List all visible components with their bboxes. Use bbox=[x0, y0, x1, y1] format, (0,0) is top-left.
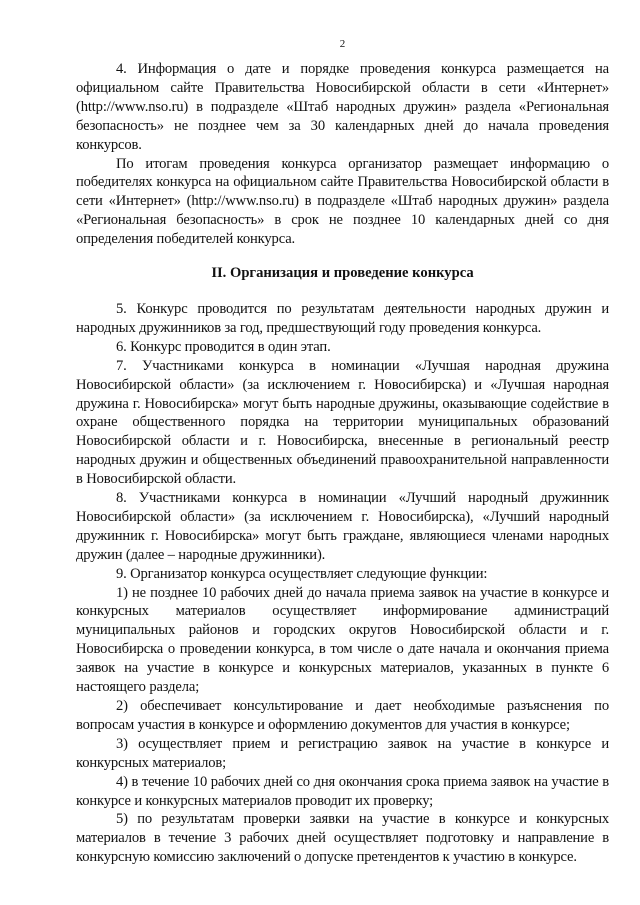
paragraph-subitem-5: 5) по результатам проверки заявки на участие в конкурсе и конкурсных материалов в течение 3 рабочих дней осуществляет подготовку и направление в конкурсную комиссию заключений о допуске претендентов к участию в конкурсе. bbox=[76, 811, 609, 866]
paragraph-subitem-4: 4) в течение 10 рабочих дней со дня окончания срока приема заявок на участие в конкурсе и конкурсных материалов проводит их проверку; bbox=[76, 773, 609, 809]
paragraph-item-7: 7. Участниками конкурса в номинации «Лучшая народная дружина Новосибирской области» (за исключением г. Новосибирска) и «Лучшая народная дружина г. Новосибирска» могут быть народные дружины, оказывающие содействие в охране общественного порядка на территории муниципальных образований Новосибирской области и г. Новосибирска, внесенные в региональный реестр народных дружин и общественных объединений правоохранительной направленности в Новосибирской области. bbox=[76, 357, 609, 488]
paragraph-item-9: 9. Организатор конкурса осуществляет следующие функции: bbox=[116, 565, 488, 582]
document-page bbox=[76, 0, 609, 905]
paragraph-item-6: 6. Конкурс проводится в один этап. bbox=[116, 338, 331, 355]
paragraph-subitem-2: 2) обеспечивает консультирование и дает необходимые разъяснения по вопросам участия в конкурсе и оформлению документов для участия в конкурсе; bbox=[76, 698, 609, 733]
paragraph-item-8: 8. Участниками конкурса в номинации «Лучший народный дружинник Новосибирской области» (за исключением г. Новосибирска), «Лучший народный дружинник г. Новосибирска» могут быть граждане, являющиеся членами народных дружин (далее – народные дружинники). bbox=[76, 490, 609, 563]
document-body bbox=[76, 60, 609, 867]
section-heading: II. Организация и проведение конкурса bbox=[211, 265, 474, 282]
paragraph-subitem-1: 1) не позднее 10 рабочих дней до начала приема заявок на участие в конкурсе и конкурсных материалов осуществляет информирование администраций муниципальных районов и городских округов Новосибирской области и г. Новосибирска о проведении конкурса, в том числе о дате начала и окончания приема заявок на участие в конкурсе и конкурсных материалов, указанных в пункте 6 настоящего раздела; bbox=[76, 584, 609, 696]
paragraph-item-5: 5. Конкурс проводится по результатам деятельности народных дружин и народных дружинников за год, предшествующий году проведения конкурса. bbox=[76, 300, 609, 336]
paragraph-item-4: 4. Информация о дате и порядке проведения конкурса размещается на официальном сайте Правительства Новосибирской области в сети «Интернет» (http://www.nso.ru) в подразделе «Штаб народных дружин» раздела «Региональная безопасность» не позднее чем за 30 календарных дней до начала проведения конкурсов. bbox=[76, 61, 609, 153]
page-number: 2 bbox=[339, 38, 346, 50]
paragraph-results-publication: По итогам проведения конкурса организатор размещает информацию о победителях конкурса на официальном сайте Правительства Новосибирской области в сети «Интернет» (http://www.nso.ru) в подразделе «Штаб народных дружин» раздела «Региональная безопасность» в срок не позднее 10 календарных дней со дня определения победителей конкурса. bbox=[76, 155, 609, 248]
paragraph-subitem-3: 3) осуществляет прием и регистрацию заявок на участие в конкурсе и конкурсных материалов; bbox=[76, 735, 609, 771]
